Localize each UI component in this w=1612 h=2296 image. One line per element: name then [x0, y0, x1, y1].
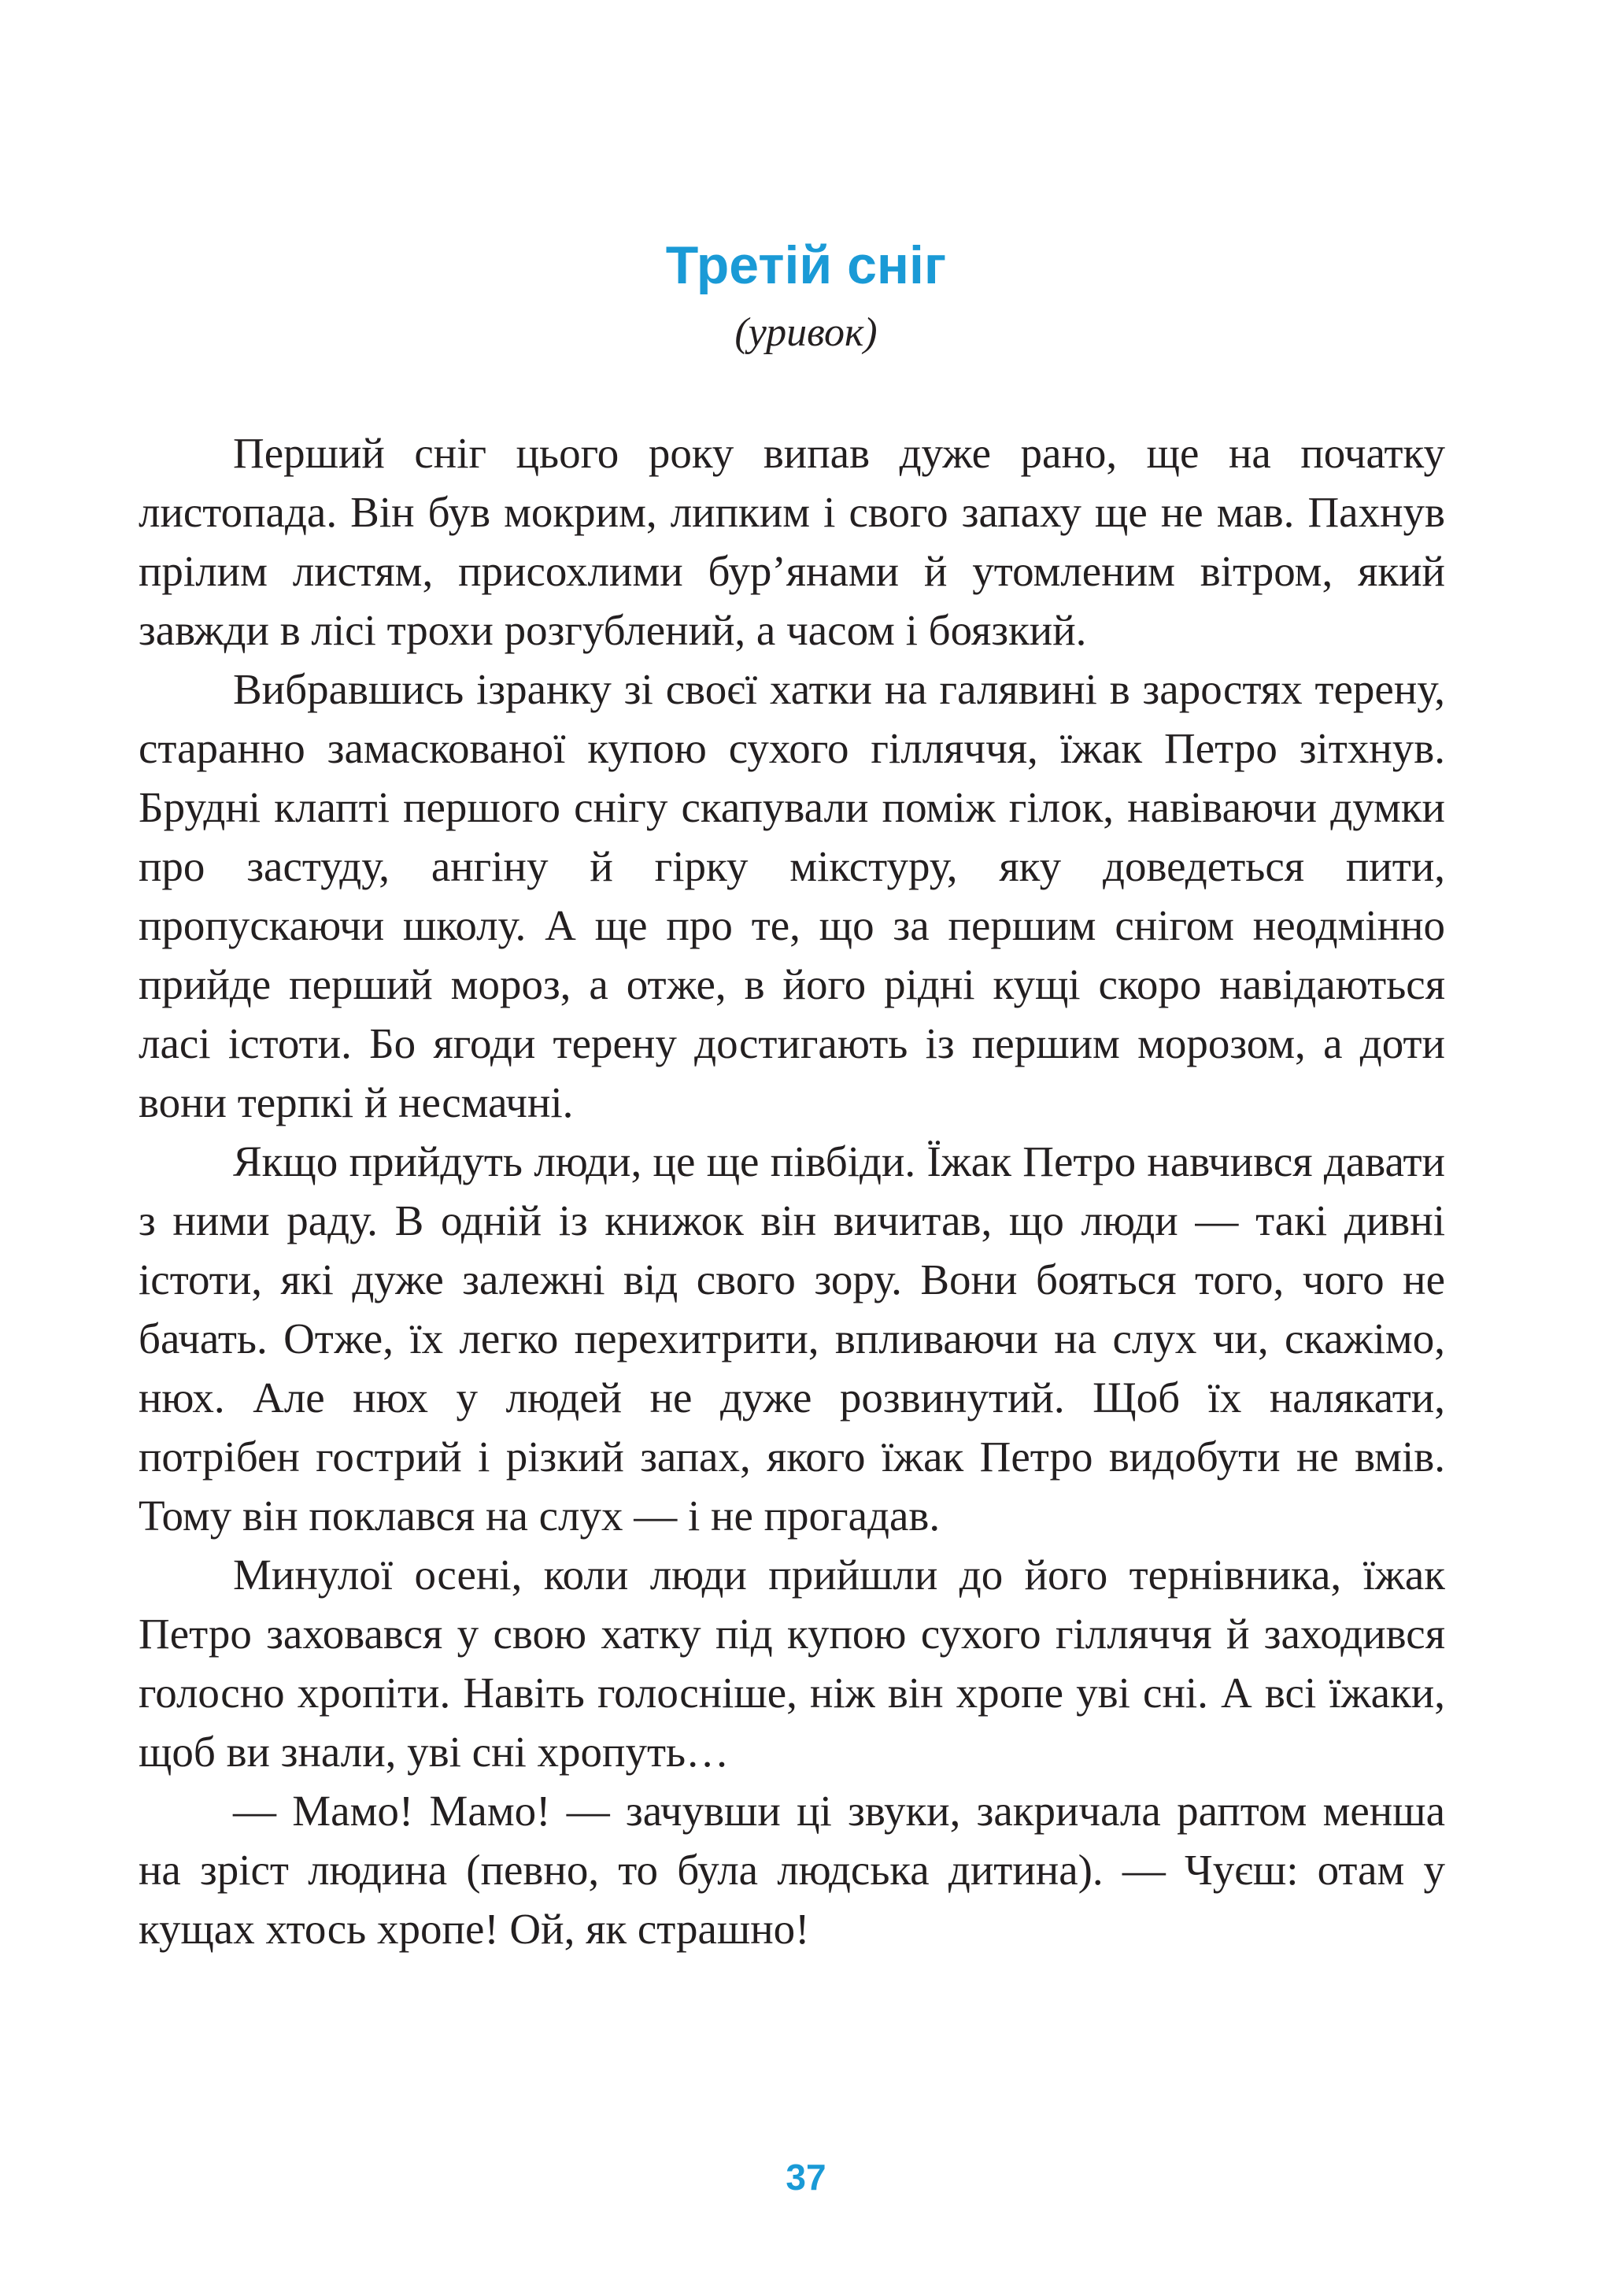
- story-title: Третій сніг: [665, 235, 947, 295]
- paragraph: Перший сніг цього року випав дуже рано, ще на початку листопада. Він був мокрим, липким і свого запаху ще не мав. Пахнув прілим листям, присохлими бур’янами й утомленим вітром, який завжди в лісі трохи розгублений, а часом і боязкий.: [139, 429, 1445, 654]
- paragraph: Якщо прийдуть люди, це ще півбіди. Їжак Петро навчився давати з ними раду. В одній із книжок він вичитав, що люди — такі дивні істоти, які дуже залежні від свого зору. Вони бояться того, чого не бачать. Отже, їх легко перехитрити, впливаючи на слух чи, скажімо, нюх. Але нюх у людей не дуже розвинутий. Щоб їх налякати, потрібен гострий і різкий запах, якого їжак Петро видобути не вмів. Тому він поклався на слух — і не прогадав.: [139, 1137, 1445, 1540]
- dialogue-paragraph: — Мамо! Мамо! — зачувши ці звуки, закричала раптом менша на зріст людина (певно, то була людська дитина). — Чуєш: отам у кущах хтось хропе! Ой, як страшно!: [139, 1787, 1445, 1953]
- paragraph: Минулої осені, коли люди прийшли до його тернівника, їжак Петро заховався у свою хатку під купою сухого гілляччя й заходився голосно хропіти. Навіть голосніше, ніж він хропе уві сні. А всі їжаки, щоб ви знали, уві сні хропуть…: [139, 1551, 1445, 1776]
- page-number: 37: [786, 2157, 826, 2198]
- story-subtitle: (уривок): [734, 310, 878, 355]
- paragraph: Вибравшись ізранку зі своєї хатки на галявині в заростях терену, старанно замаскованої купою сухого гілляччя, їжак Петро зітхнув. Брудні клапті першого снігу скапували поміж гілок, навіваючи думки про застуду, ангіну й гірку мікстуру, яку доведеться пити, пропускаючи школу. А ще про те, що за першим снігом неодмінно прийде перший мороз, а отже, в його рідні кущі скоро навідаються ласі істоти. Бо ягоди терену достигають із першим морозом, а доти вони терпкі й несмачні.: [139, 665, 1445, 1126]
- story-body: [139, 423, 1445, 1958]
